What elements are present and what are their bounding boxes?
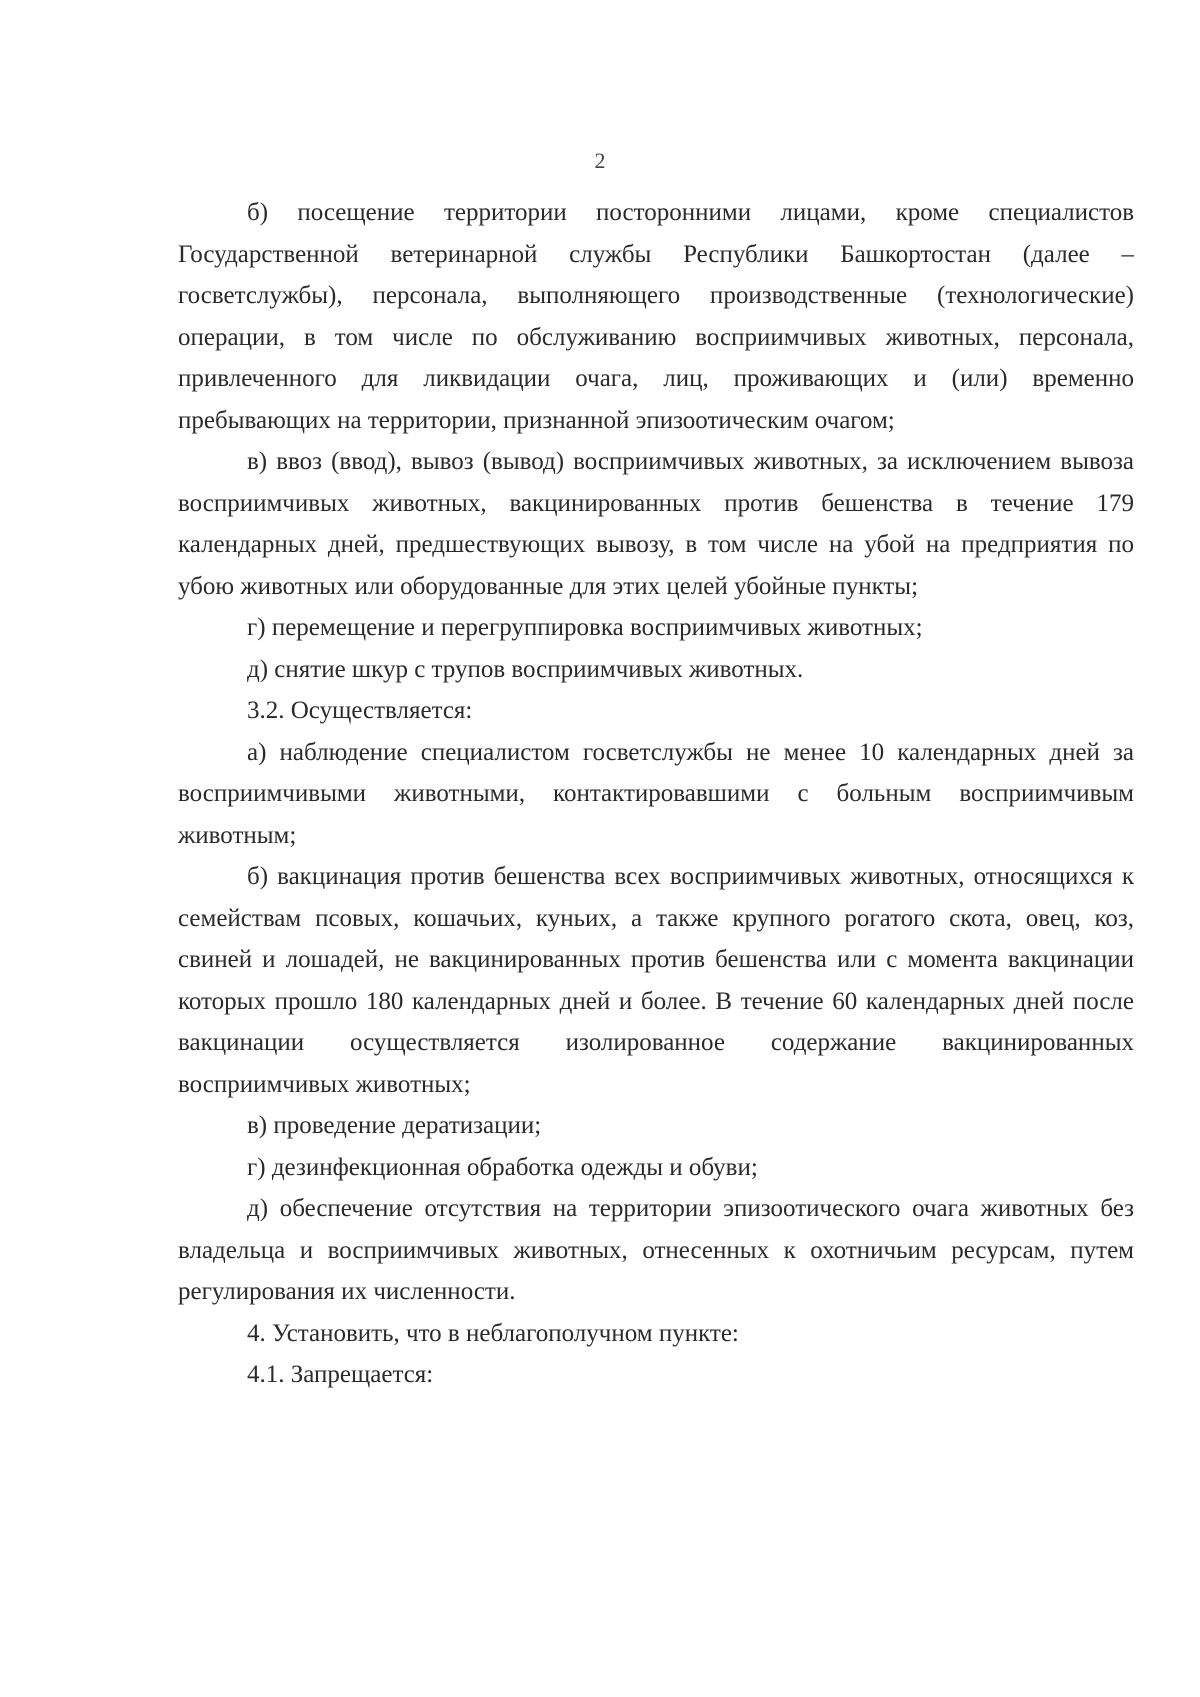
paragraph-d-skinning: д) снятие шкур с трупов восприимчивых животных. xyxy=(247,655,804,683)
paragraph-g-movement: г) перемещение и перегруппировка восприимчивых животных; xyxy=(247,614,923,641)
paragraph-a-observation: а) наблюдение специалистом госветслужбы не менее 10 календарных дней за восприимчивыми животными, контактировавшими с больным восприимчивым животным; xyxy=(178,738,1134,849)
paragraph-v-deratization: в) проведение дератизации; xyxy=(247,1112,542,1139)
paragraph-b-visit-restriction: б) посещение территории посторонними лицами, кроме специалистов Государственной ветеринарной службы Республики Башкортостан (далее – госветслужбы), персонала, выполняющего производственные (технологические) операции, в том числе по обслуживанию восприимчивых животных, персонала, привлеченного для ликвидации очага, лиц, проживающих и (или) временно пребывающих на территории, признанной эпизоотическим очагом; xyxy=(178,199,1134,434)
section-3-2-heading: 3.2. Осуществляется: xyxy=(247,697,473,724)
paragraph-b-vaccination: б) вакцинация против бешенства всех восприимчивых животных, относящихся к семействам псовых, кошачьих, куньих, а также крупного рогатого скота, овец, коз, свиней и лошадей, не вакцинированных против бешенства или с момента вакцинации которых прошло 180 календарных дней и более. В течение 60 календарных дней после вакцинации осуществляется изолированное содержание вакцинированных восприимчивых животных; xyxy=(178,863,1134,1098)
paragraph-d-stray-animals: д) обеспечение отсутствия на территории эпизоотического очага животных без владельца и восприимчивых животных, отнесенных к охотничьим ресурсам, путем регулирования их численности. xyxy=(178,1195,1134,1305)
page-number: 2 xyxy=(594,148,606,173)
section-4-heading: 4. Установить, что в неблагополучном пункте: xyxy=(247,1319,739,1347)
paragraph-v-import-export: в) ввоз (ввод), вывоз (вывод) восприимчивых животных, за исключением вывоза восприимчивых животных, вакцинированных против бешенства в течение 179 календарных дней, предшествующих вывозу, в том числе на убой на предприятия по убою животных или оборудованные для этих целей убойные пункты; xyxy=(178,448,1134,600)
section-4-1-heading: 4.1. Запрещается: xyxy=(247,1361,434,1388)
document-body xyxy=(178,192,1134,1396)
paragraph-g-disinfection: г) дезинфекционная обработка одежды и обуви; xyxy=(247,1153,758,1181)
